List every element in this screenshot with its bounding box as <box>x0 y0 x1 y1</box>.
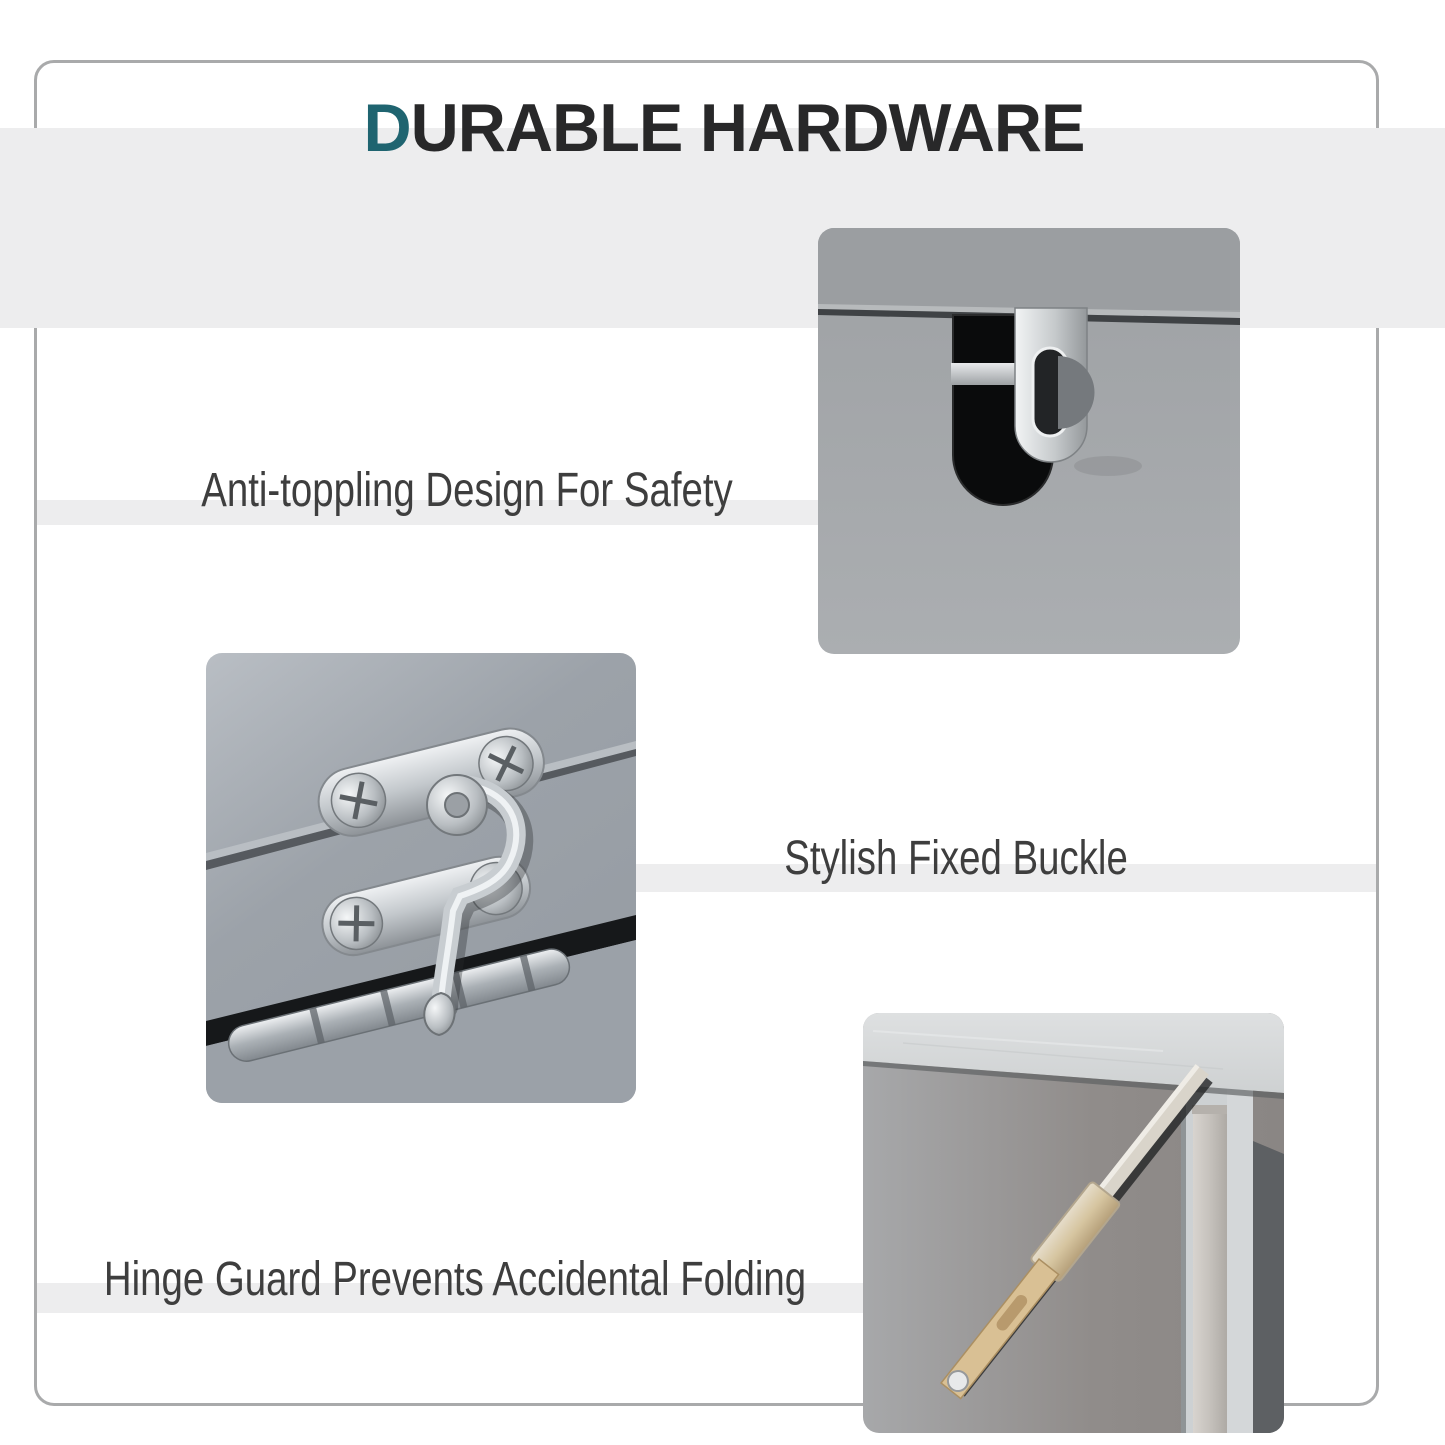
anti-toppling-photo-graphic <box>818 228 1240 654</box>
photo-fixed-buckle-latch <box>206 653 636 1103</box>
photo-hinge-guard-stay <box>863 1013 1284 1433</box>
feature-label-anti-toppling: Anti-toppling Design For Safety <box>201 464 733 517</box>
fixed-buckle-photo-graphic <box>206 653 636 1103</box>
title-rest: URABLE HARDWARE <box>410 90 1085 166</box>
feature-label-hinge-guard: Hinge Guard Prevents Accidental Folding <box>103 1253 807 1306</box>
photo-anti-toppling-bracket <box>818 228 1240 654</box>
hinge-guard-photo-graphic <box>863 1013 1284 1433</box>
page-title <box>363 90 1085 166</box>
title-accent-letter: D <box>363 90 411 166</box>
feature-label-fixed-buckle: Stylish Fixed Buckle <box>784 832 1128 885</box>
